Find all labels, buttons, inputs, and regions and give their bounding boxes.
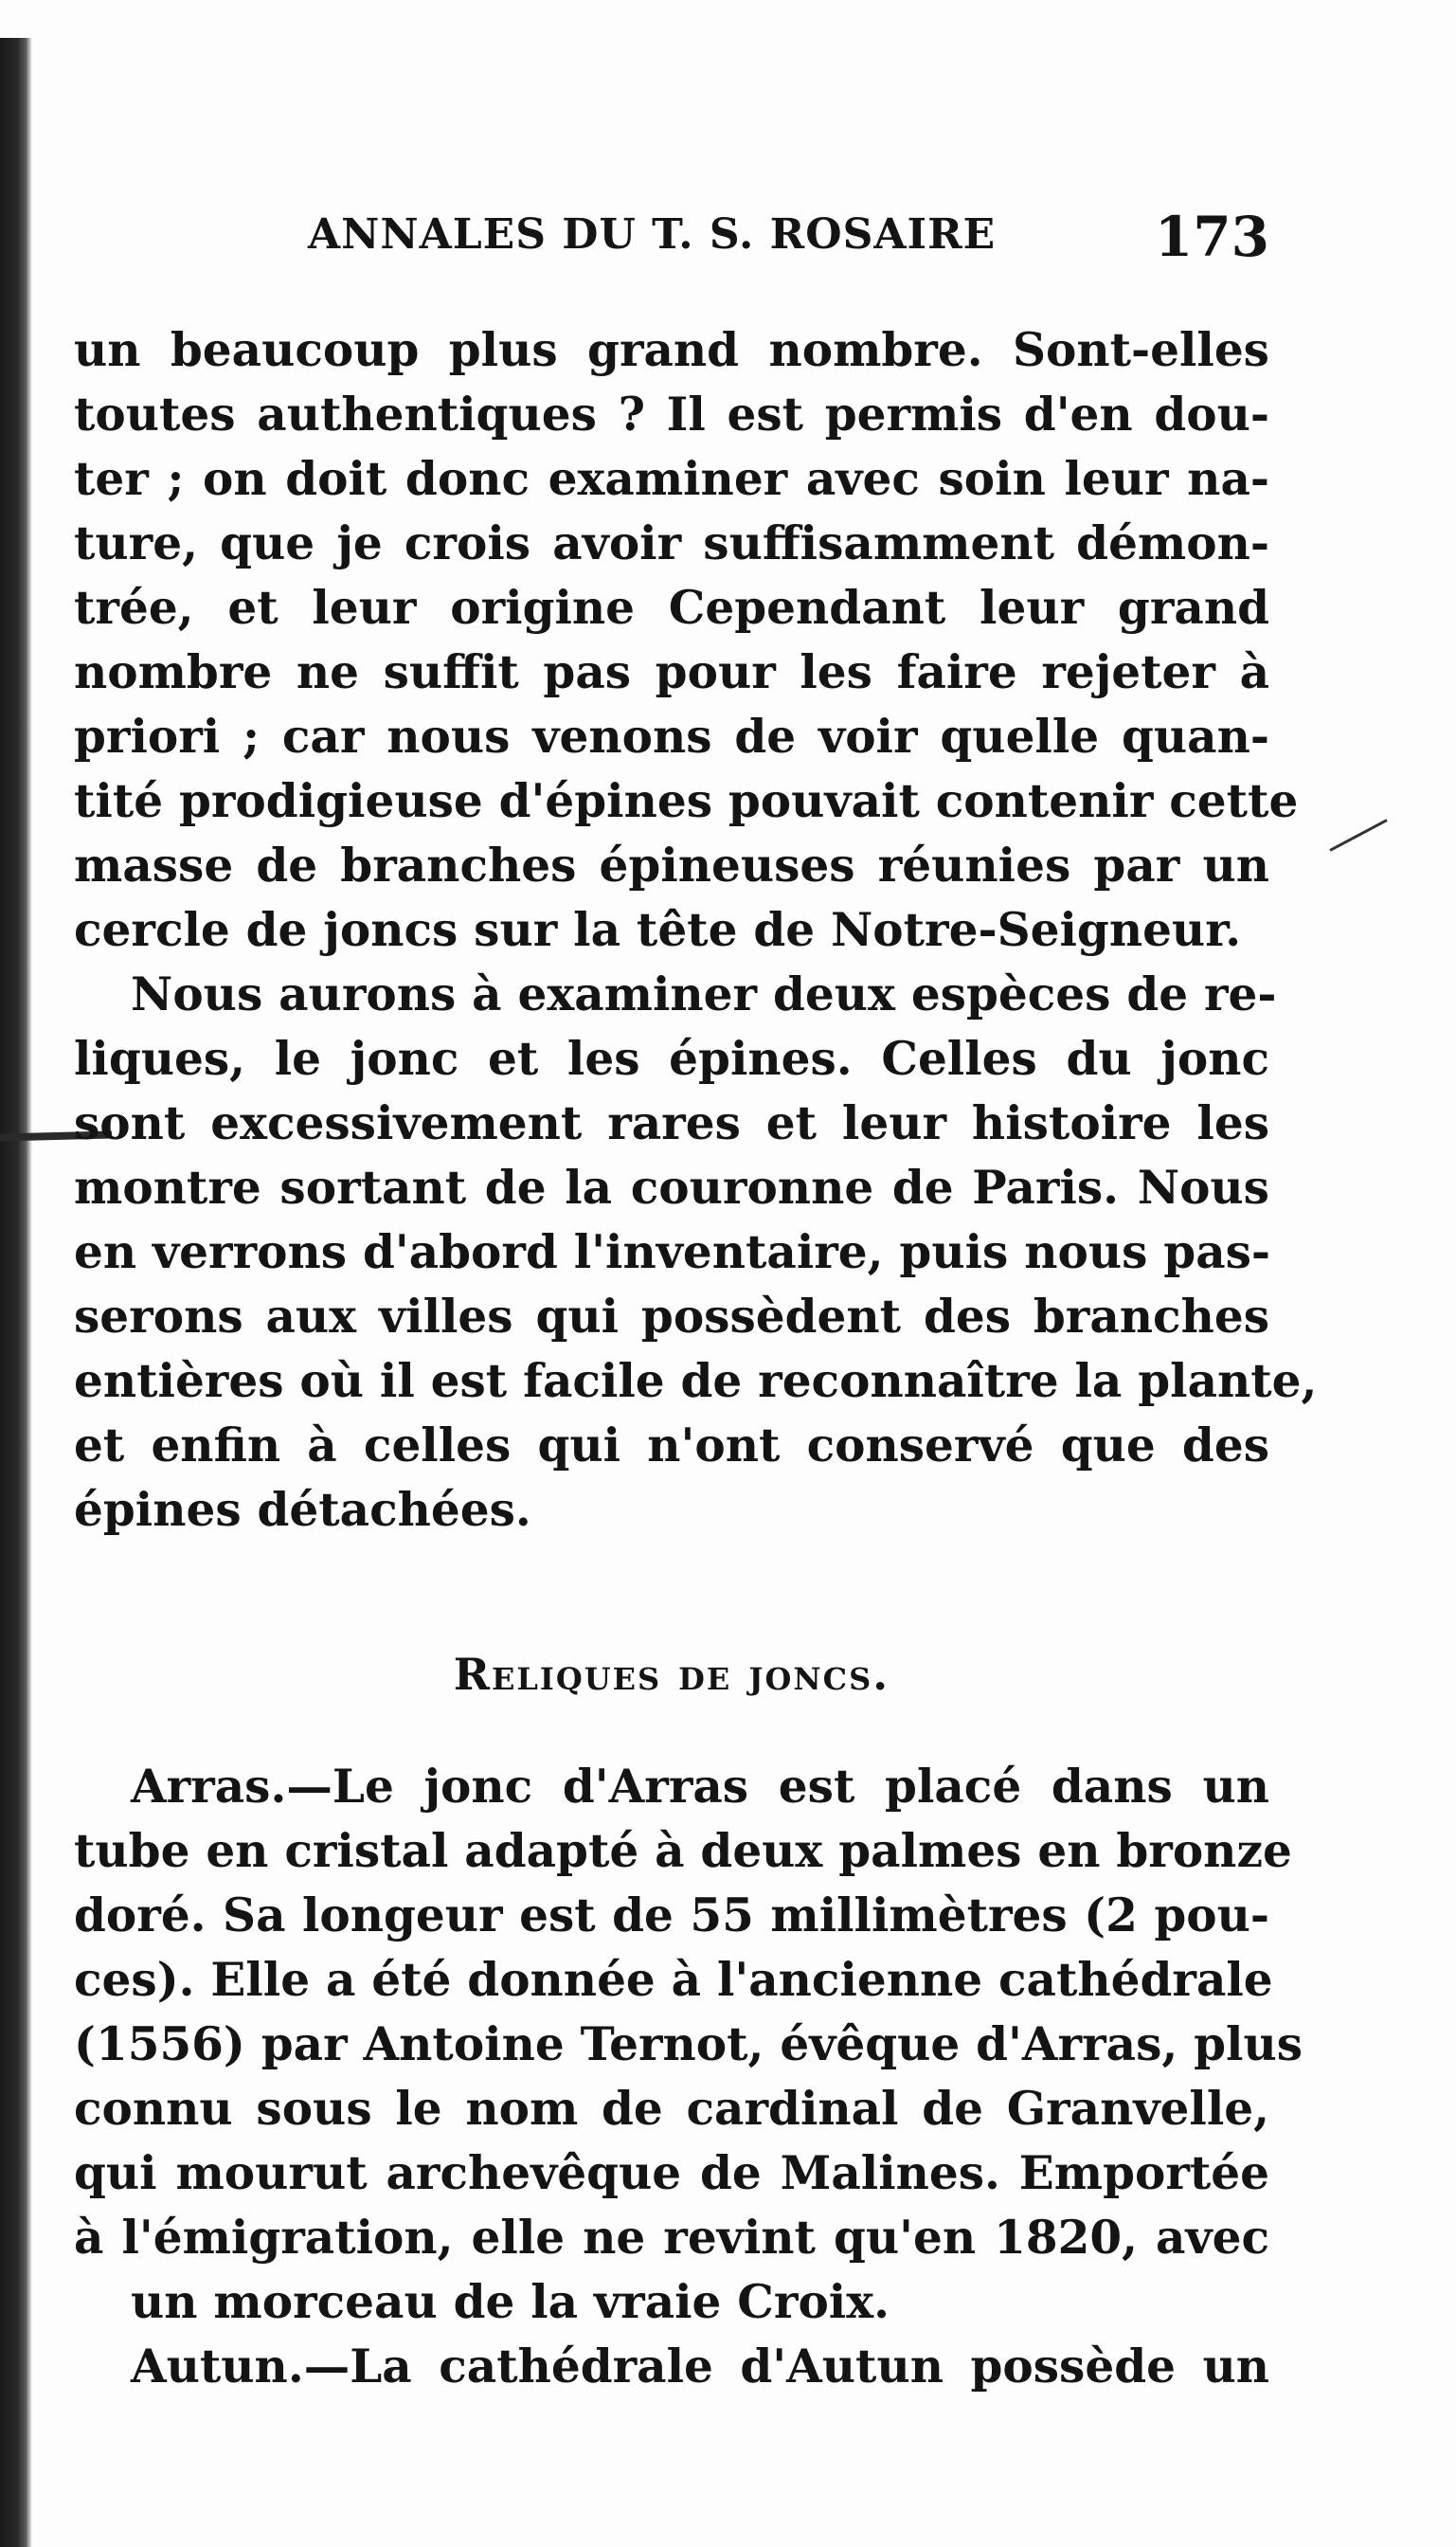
binding-edge	[0, 38, 32, 2547]
text-line: montre sortant de la couronne de Paris. Nous	[74, 1161, 1269, 1215]
text-line: sont excessivement rares et leur histoire les	[74, 1096, 1269, 1150]
text-line: un morceau de la vraie Croix.	[131, 2275, 890, 2329]
text-line: ture, que je crois avoir suffisamment démon-	[74, 516, 1269, 570]
text-line: ces). Elle a été donnée à l'ancienne cathédrale	[74, 1953, 1273, 2007]
running-head: ANNALES DU T. S. ROSAIRE	[308, 210, 997, 259]
text-line: ter ; on doit donc examiner avec soin leur na-	[74, 452, 1269, 506]
text-line: et enfin à celles qui n'ont conservé que des	[74, 1418, 1269, 1472]
text-line: Nous aurons à examiner deux espèces de re-	[131, 967, 1277, 1021]
stray-ink-mark	[1329, 819, 1387, 852]
text-line: entières où il est facile de reconnaître la plante,	[74, 1354, 1318, 1408]
page-number: 173	[1154, 205, 1269, 269]
text-line: nombre ne suffit pas pour les faire rejeter à	[74, 645, 1269, 699]
text-line: masse de branches épineuses réunies par un	[74, 839, 1269, 893]
text-line: épines détachées.	[74, 1483, 531, 1537]
text-line: priori ; car nous venons de voir quelle quan-	[74, 710, 1269, 764]
text-line: Autun.—La cathédrale d'Autun possède un	[131, 2339, 1269, 2393]
text-line: cercle de joncs sur la tête de Notre-Seigneur.	[74, 903, 1242, 957]
page-header	[142, 205, 1269, 269]
body-text	[74, 318, 1318, 1543]
text-line: qui mourut archevêque de Malines. Emportée	[74, 2146, 1269, 2200]
text-line: en verrons d'abord l'inventaire, puis nous pas-	[74, 1225, 1271, 1279]
text-line: connu sous le nom de cardinal de Granvelle,	[74, 2082, 1269, 2136]
text-line: tube en cristal adapté à deux palmes en bronze	[74, 1824, 1292, 1878]
text-line: à l'émigration, elle ne revint qu'en 1820, avec	[74, 2211, 1269, 2265]
text-line: tité prodigieuse d'épines pouvait contenir cette	[74, 774, 1299, 828]
text-line: un beaucoup plus grand nombre. Sont-elles	[74, 323, 1269, 377]
section-heading: Reliques de joncs.	[453, 1649, 890, 1700]
text-line: doré. Sa longeur est de 55 millimètres (2 pou-	[74, 1888, 1269, 1942]
text-line: trée, et leur origine Cependant leur grand	[74, 581, 1269, 635]
section-text	[74, 1755, 1303, 2399]
text-line: liques, le jonc et les épines. Celles du jonc	[74, 1032, 1269, 1086]
text-line: (1556) par Antoine Ternot, évêque d'Arras, plus	[74, 2017, 1303, 2071]
text-line: Arras.—Le jonc d'Arras est placé dans un	[131, 1760, 1269, 1814]
text-line: serons aux villes qui possèdent des branches	[74, 1290, 1269, 1344]
text-line: toutes authentiques ? Il est permis d'en dou-	[74, 388, 1269, 442]
